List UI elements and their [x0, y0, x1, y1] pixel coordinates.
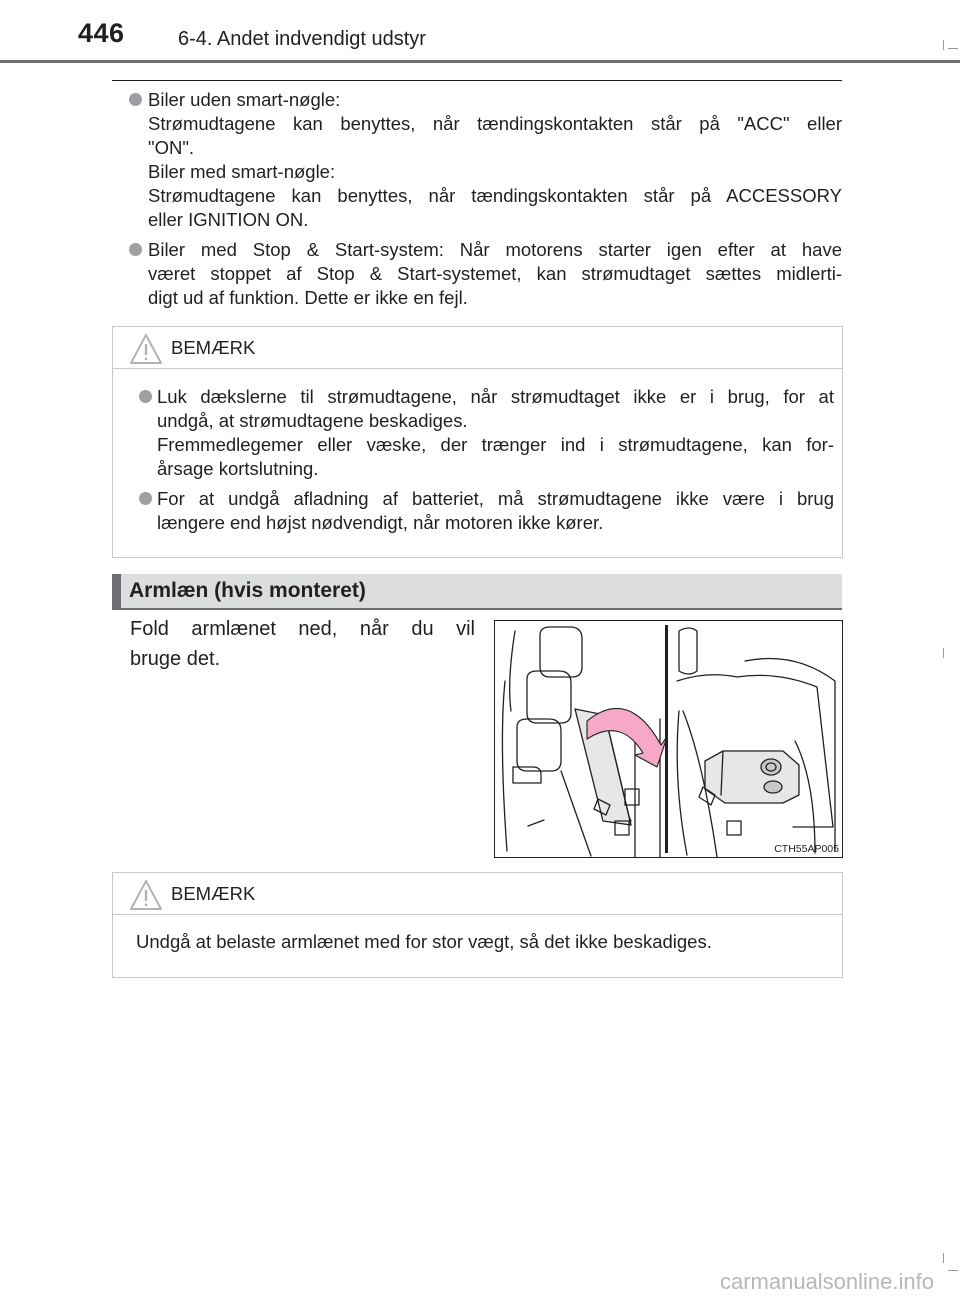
bullet-icon	[129, 243, 142, 256]
notice-title: BEMÆRK	[171, 883, 256, 904]
text-line: undgå, at strømudtagene beskadiges.	[157, 410, 468, 431]
text-line: Biler med Stop & Start-system: Når motorens starter igen efter at have	[148, 239, 842, 260]
warning-triangle-icon	[129, 333, 163, 365]
text-line: Strømudtagene kan benyttes, når tændingskontakten står på "ACC" eller	[148, 113, 842, 134]
text-line: årsage kortslutning.	[157, 458, 319, 479]
page-number: 446	[78, 18, 125, 48]
notice-box-armrest	[112, 872, 843, 978]
header-rule	[0, 60, 960, 63]
figure-divider	[665, 625, 668, 853]
instruction-text	[130, 614, 475, 674]
section-title-accent	[112, 574, 121, 608]
text-line: Luk dækslerne til strømudtagene, når strømudtaget ikke er i brug, for at	[157, 386, 834, 407]
bullet-item-stop-start	[112, 238, 842, 310]
notice-box-power-outlet	[112, 326, 843, 558]
text-line: digt ud af funktion. Dette er ikke en fejl.	[148, 287, 468, 308]
crop-mark	[943, 1253, 944, 1263]
crop-mark	[948, 48, 958, 49]
section-title-bar	[112, 574, 842, 610]
crop-mark	[943, 40, 944, 50]
notice-item-covers	[125, 385, 834, 481]
notice-text: Undgå at belaste armlænet med for stor vægt, så det ikke beskadiges.	[136, 931, 712, 952]
content-rule	[112, 80, 842, 81]
text-line: længere end højst nødvendigt, når motoren ikke kører.	[157, 512, 604, 533]
notice-header	[113, 327, 842, 369]
text-line: Fold armlænet ned, når du vil	[130, 618, 475, 640]
text-line: "ON".	[148, 137, 195, 158]
bullet-icon	[139, 492, 152, 505]
notice-title: BEMÆRK	[171, 337, 256, 358]
bullet-item-smart-key	[112, 88, 842, 232]
figure-caption: CTH55AP005	[774, 843, 839, 855]
text-line: været stoppet af Stop & Start-systemet, kan strømudtaget sættes midlerti-	[148, 263, 842, 284]
text-line: Strømudtagene kan benyttes, når tændingskontakten står på ACCESSORY	[148, 185, 842, 206]
bullet-icon	[139, 390, 152, 403]
notice-header	[113, 873, 842, 915]
text-line: Fremmedlegemer eller væske, der trænger ind i strømudtagene, kan for-	[157, 434, 834, 455]
watermark: carmanualsonline.info	[719, 1269, 934, 1294]
armrest-illustration	[494, 620, 843, 858]
notice-body	[113, 369, 842, 553]
text-line: eller IGNITION ON.	[148, 209, 309, 230]
crop-mark	[948, 1270, 958, 1271]
crop-mark	[943, 648, 944, 658]
running-header: 6-4. Andet indvendigt udstyr	[178, 28, 426, 50]
text-line: Biler uden smart-nøgle:	[148, 89, 341, 110]
section-title: Armlæn (hvis monteret)	[129, 579, 366, 602]
text-line: For at undgå afladning af batteriet, må strømudtagene ikke være i brug	[157, 488, 834, 509]
warning-triangle-icon	[129, 879, 163, 911]
text-line: bruge det.	[130, 648, 221, 670]
text-line: Biler med smart-nøgle:	[148, 161, 336, 182]
info-bullet-list	[112, 88, 842, 316]
notice-item-battery	[125, 487, 834, 535]
bullet-icon	[129, 93, 142, 106]
armrest-drawing	[495, 621, 842, 857]
